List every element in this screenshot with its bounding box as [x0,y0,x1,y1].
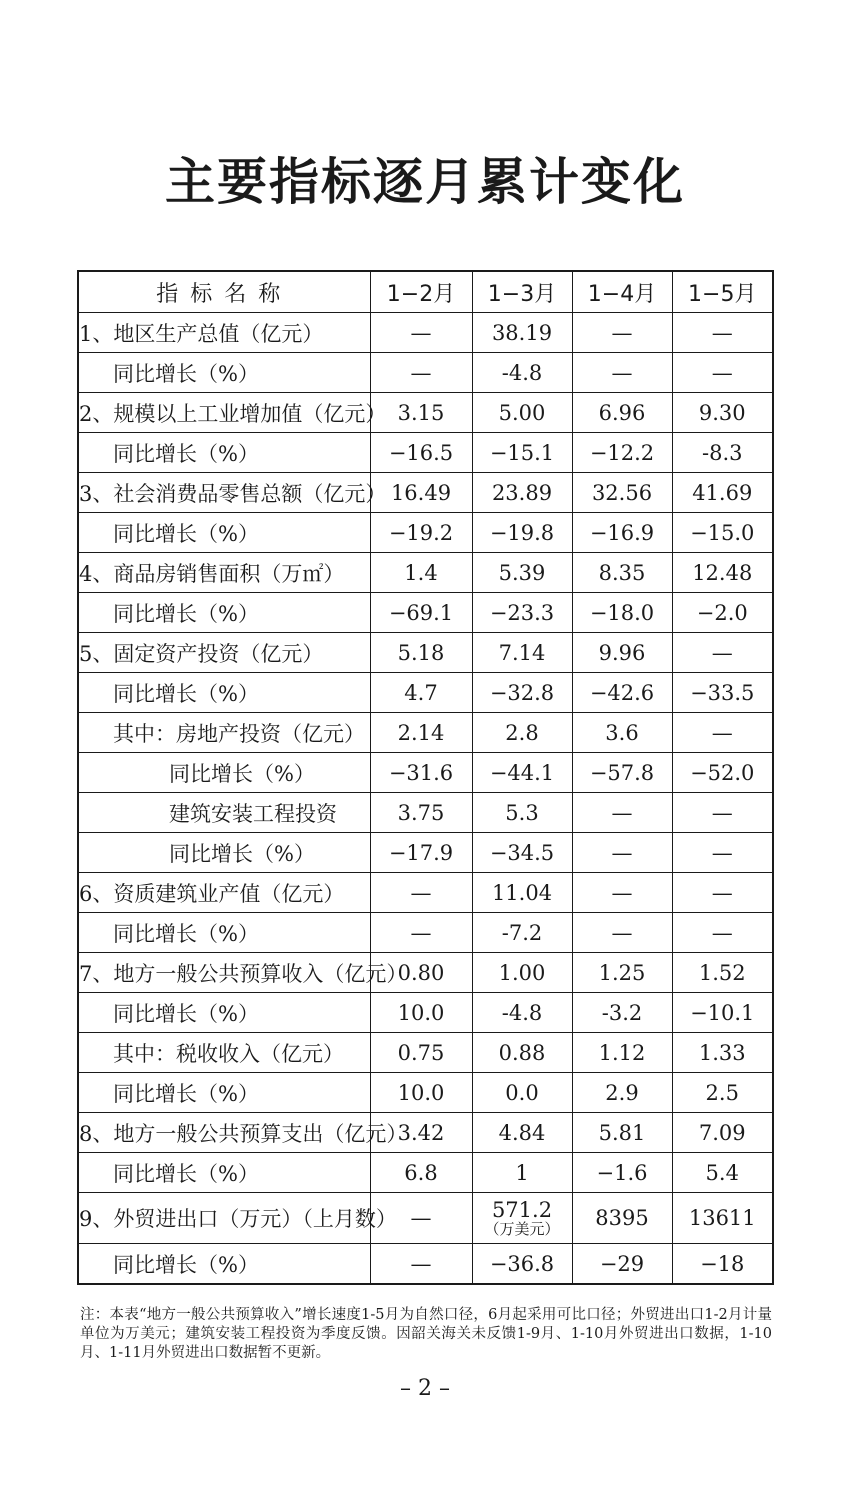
table-row [78,833,773,873]
table-row [78,1244,773,1285]
indicator-name-cell: 同比增长（%） [78,593,370,633]
table-row [78,353,773,393]
value-cell: 41.69 [672,473,773,513]
value-cell: −12.2 [572,433,672,473]
value-cell: 5.00 [472,393,572,433]
table-row [78,713,773,753]
value-cell: 5.81 [572,1113,672,1153]
value-cell: — [572,833,672,873]
value-cell: 1.4 [370,553,472,593]
value-cell: −44.1 [472,753,572,793]
table-row [78,633,773,673]
value-cell: −15.0 [672,513,773,553]
table-row [78,313,773,353]
value-cell: −52.0 [672,753,773,793]
value-cell: — [572,353,672,393]
value-cell: −36.8 [472,1244,572,1285]
table-row [78,913,773,953]
value-cell: −23.3 [472,593,572,633]
value-cell: 4.84 [472,1113,572,1153]
value-cell: 3.42 [370,1113,472,1153]
value-cell: — [572,873,672,913]
value-cell: 3.75 [370,793,472,833]
value-cell: 2.14 [370,713,472,753]
table-row [78,1033,773,1073]
value-cell: −32.8 [472,673,572,713]
value-cell: 23.89 [472,473,572,513]
value-cell: 10.0 [370,993,472,1033]
value-cell: 32.56 [572,473,672,513]
indicator-name-cell: 同比增长（%） [78,513,370,553]
value-cell: 6.96 [572,393,672,433]
value-cell: −33.5 [672,673,773,713]
value-cell: 1.33 [672,1033,773,1073]
value-cell: −17.9 [370,833,472,873]
value-cell: — [572,313,672,353]
table-row [78,673,773,713]
value-cell: 5.18 [370,633,472,673]
table-row [78,473,773,513]
value-cell: −57.8 [572,753,672,793]
indicator-name-cell: 5、固定资产投资（亿元） [78,633,370,673]
table-row [78,1113,773,1153]
value-cell: 1.52 [672,953,773,993]
table-row [78,553,773,593]
indicator-name-cell: 同比增长（%） [78,833,370,873]
indicator-name-cell: 同比增长（%） [78,1073,370,1113]
value-cell: 0.0 [472,1073,572,1113]
value-cell: 9.96 [572,633,672,673]
value-cell [472,1193,572,1244]
indicator-name-cell: 同比增长（%） [78,433,370,473]
value-cell: — [370,353,472,393]
value-cell: 16.49 [370,473,472,513]
value-cell: -4.8 [472,353,572,393]
indicator-name-cell: 8、地方一般公共预算支出（亿元） [78,1113,370,1153]
value-cell: 12.48 [672,553,773,593]
value-cell: — [572,793,672,833]
value-cell: — [672,313,773,353]
page-number: – 2 – [400,1376,450,1401]
value-cell: 1 [472,1153,572,1193]
value-cell: −15.1 [472,433,572,473]
table-row [78,513,773,553]
value-cell: 7.09 [672,1113,773,1153]
table-row [78,1193,773,1244]
value-cell: 6.8 [370,1153,472,1193]
unit-note: （万美元） [484,1220,560,1238]
value-cell: 1.12 [572,1033,672,1073]
table-row [78,393,773,433]
header-period-2: 1−3月 [472,271,572,313]
value-cell: 5.39 [472,553,572,593]
value-cell: −16.5 [370,433,472,473]
value-cell: 8.35 [572,553,672,593]
table-row [78,753,773,793]
value-cell: −18 [672,1244,773,1285]
value-cell: — [370,1244,472,1285]
value-cell: 1.00 [472,953,572,993]
value-cell: 3.6 [572,713,672,753]
value-cell: — [370,1193,472,1244]
value-cell: 2.5 [672,1073,773,1113]
value-cell: — [672,353,773,393]
value-cell: −69.1 [370,593,472,633]
table-row [78,433,773,473]
indicator-name-cell: 2、规模以上工业增加值（亿元） [78,393,370,433]
value-cell: −19.2 [370,513,472,553]
value-cell: 4.7 [370,673,472,713]
indicator-name-cell: 其中：税收收入（亿元） [78,1033,370,1073]
indicator-name-cell: 建筑安装工程投资 [78,793,370,833]
indicator-name-cell: 同比增长（%） [78,1153,370,1193]
indicator-name-cell: 同比增长（%） [78,913,370,953]
value-cell: — [672,633,773,673]
value-cell: 7.14 [472,633,572,673]
table-row [78,1073,773,1113]
value-cell: 8395 [572,1193,672,1244]
value-cell: — [672,713,773,753]
value-cell: −1.6 [572,1153,672,1193]
indicator-name-cell: 同比增长（%） [78,673,370,713]
header-period-3: 1−4月 [572,271,672,313]
table-row [78,953,773,993]
indicator-name-cell: 同比增长（%） [78,353,370,393]
value-cell: — [370,313,472,353]
table-body [78,313,773,1285]
value-cell: 9.30 [672,393,773,433]
value-cell: 0.88 [472,1033,572,1073]
value-cell: −19.8 [472,513,572,553]
value-cell: −10.1 [672,993,773,1033]
value-cell: — [672,873,773,913]
value-cell: 0.75 [370,1033,472,1073]
table-row [78,993,773,1033]
value-cell: −34.5 [472,833,572,873]
indicator-name-cell: 9、外贸进出口（万元）（上月数） [78,1193,370,1244]
value-cell: 2.8 [472,713,572,753]
value-cell: -7.2 [472,913,572,953]
value-cell: — [370,913,472,953]
table-row [78,873,773,913]
indicator-name-cell: 6、资质建筑业产值（亿元） [78,873,370,913]
indicator-name-cell: 同比增长（%） [78,1244,370,1285]
indicator-name-cell: 4、商品房销售面积（万㎡） [78,553,370,593]
value-cell: 1.25 [572,953,672,993]
indicator-name-cell: 7、地方一般公共预算收入（亿元） [78,953,370,993]
value-cell: — [370,873,472,913]
value-cell: −18.0 [572,593,672,633]
value-cell: 10.0 [370,1073,472,1113]
indicator-name-cell: 1、地区生产总值（亿元） [78,313,370,353]
value-cell: — [672,833,773,873]
header-period-4: 1−5月 [672,271,773,313]
value-cell: −29 [572,1244,672,1285]
value-cell: −2.0 [672,593,773,633]
value-cell: 5.3 [472,793,572,833]
indicator-name-cell: 同比增长（%） [78,993,370,1033]
indicator-name-cell: 3、社会消费品零售总额（亿元） [78,473,370,513]
value-cell: -3.2 [572,993,672,1033]
value-cell: — [672,913,773,953]
value-cell: — [572,913,672,953]
value-cell: 3.15 [370,393,472,433]
header-indicator-name: 指标名称 [78,271,370,313]
indicator-name-cell: 同比增长（%） [78,753,370,793]
value-cell: -4.8 [472,993,572,1033]
value-text: 571.2 [491,1198,553,1222]
value-cell: −16.9 [572,513,672,553]
value-cell: 2.9 [572,1073,672,1113]
table-row [78,1153,773,1193]
value-cell: -8.3 [672,433,773,473]
page-title: 主要指标逐月累计变化 [165,152,685,211]
indicator-table [77,270,774,1285]
indicator-name-cell: 其中：房地产投资（亿元） [78,713,370,753]
table-row [78,793,773,833]
value-cell: — [672,793,773,833]
value-cell: 38.19 [472,313,572,353]
value-cell: −42.6 [572,673,672,713]
footnote: 注：本表“地方一般公共预算收入”增长速度1-5月为自然口径，6月起采用可比口径；外贸进出口1-2月计量单位为万美元；建筑安装工程投资为季度反馈。因韶关海关未反馈1-9月、1-10月外贸进出口数据，1-10月、1-11月外贸进出口数据暂不更新。 [80,1307,772,1361]
table-row [78,593,773,633]
value-cell: 11.04 [472,873,572,913]
value-cell: 13611 [672,1193,773,1244]
table-header-row [78,271,773,313]
value-cell: 0.80 [370,953,472,993]
value-cell: 5.4 [672,1153,773,1193]
header-period-1: 1−2月 [370,271,472,313]
value-cell: −31.6 [370,753,472,793]
